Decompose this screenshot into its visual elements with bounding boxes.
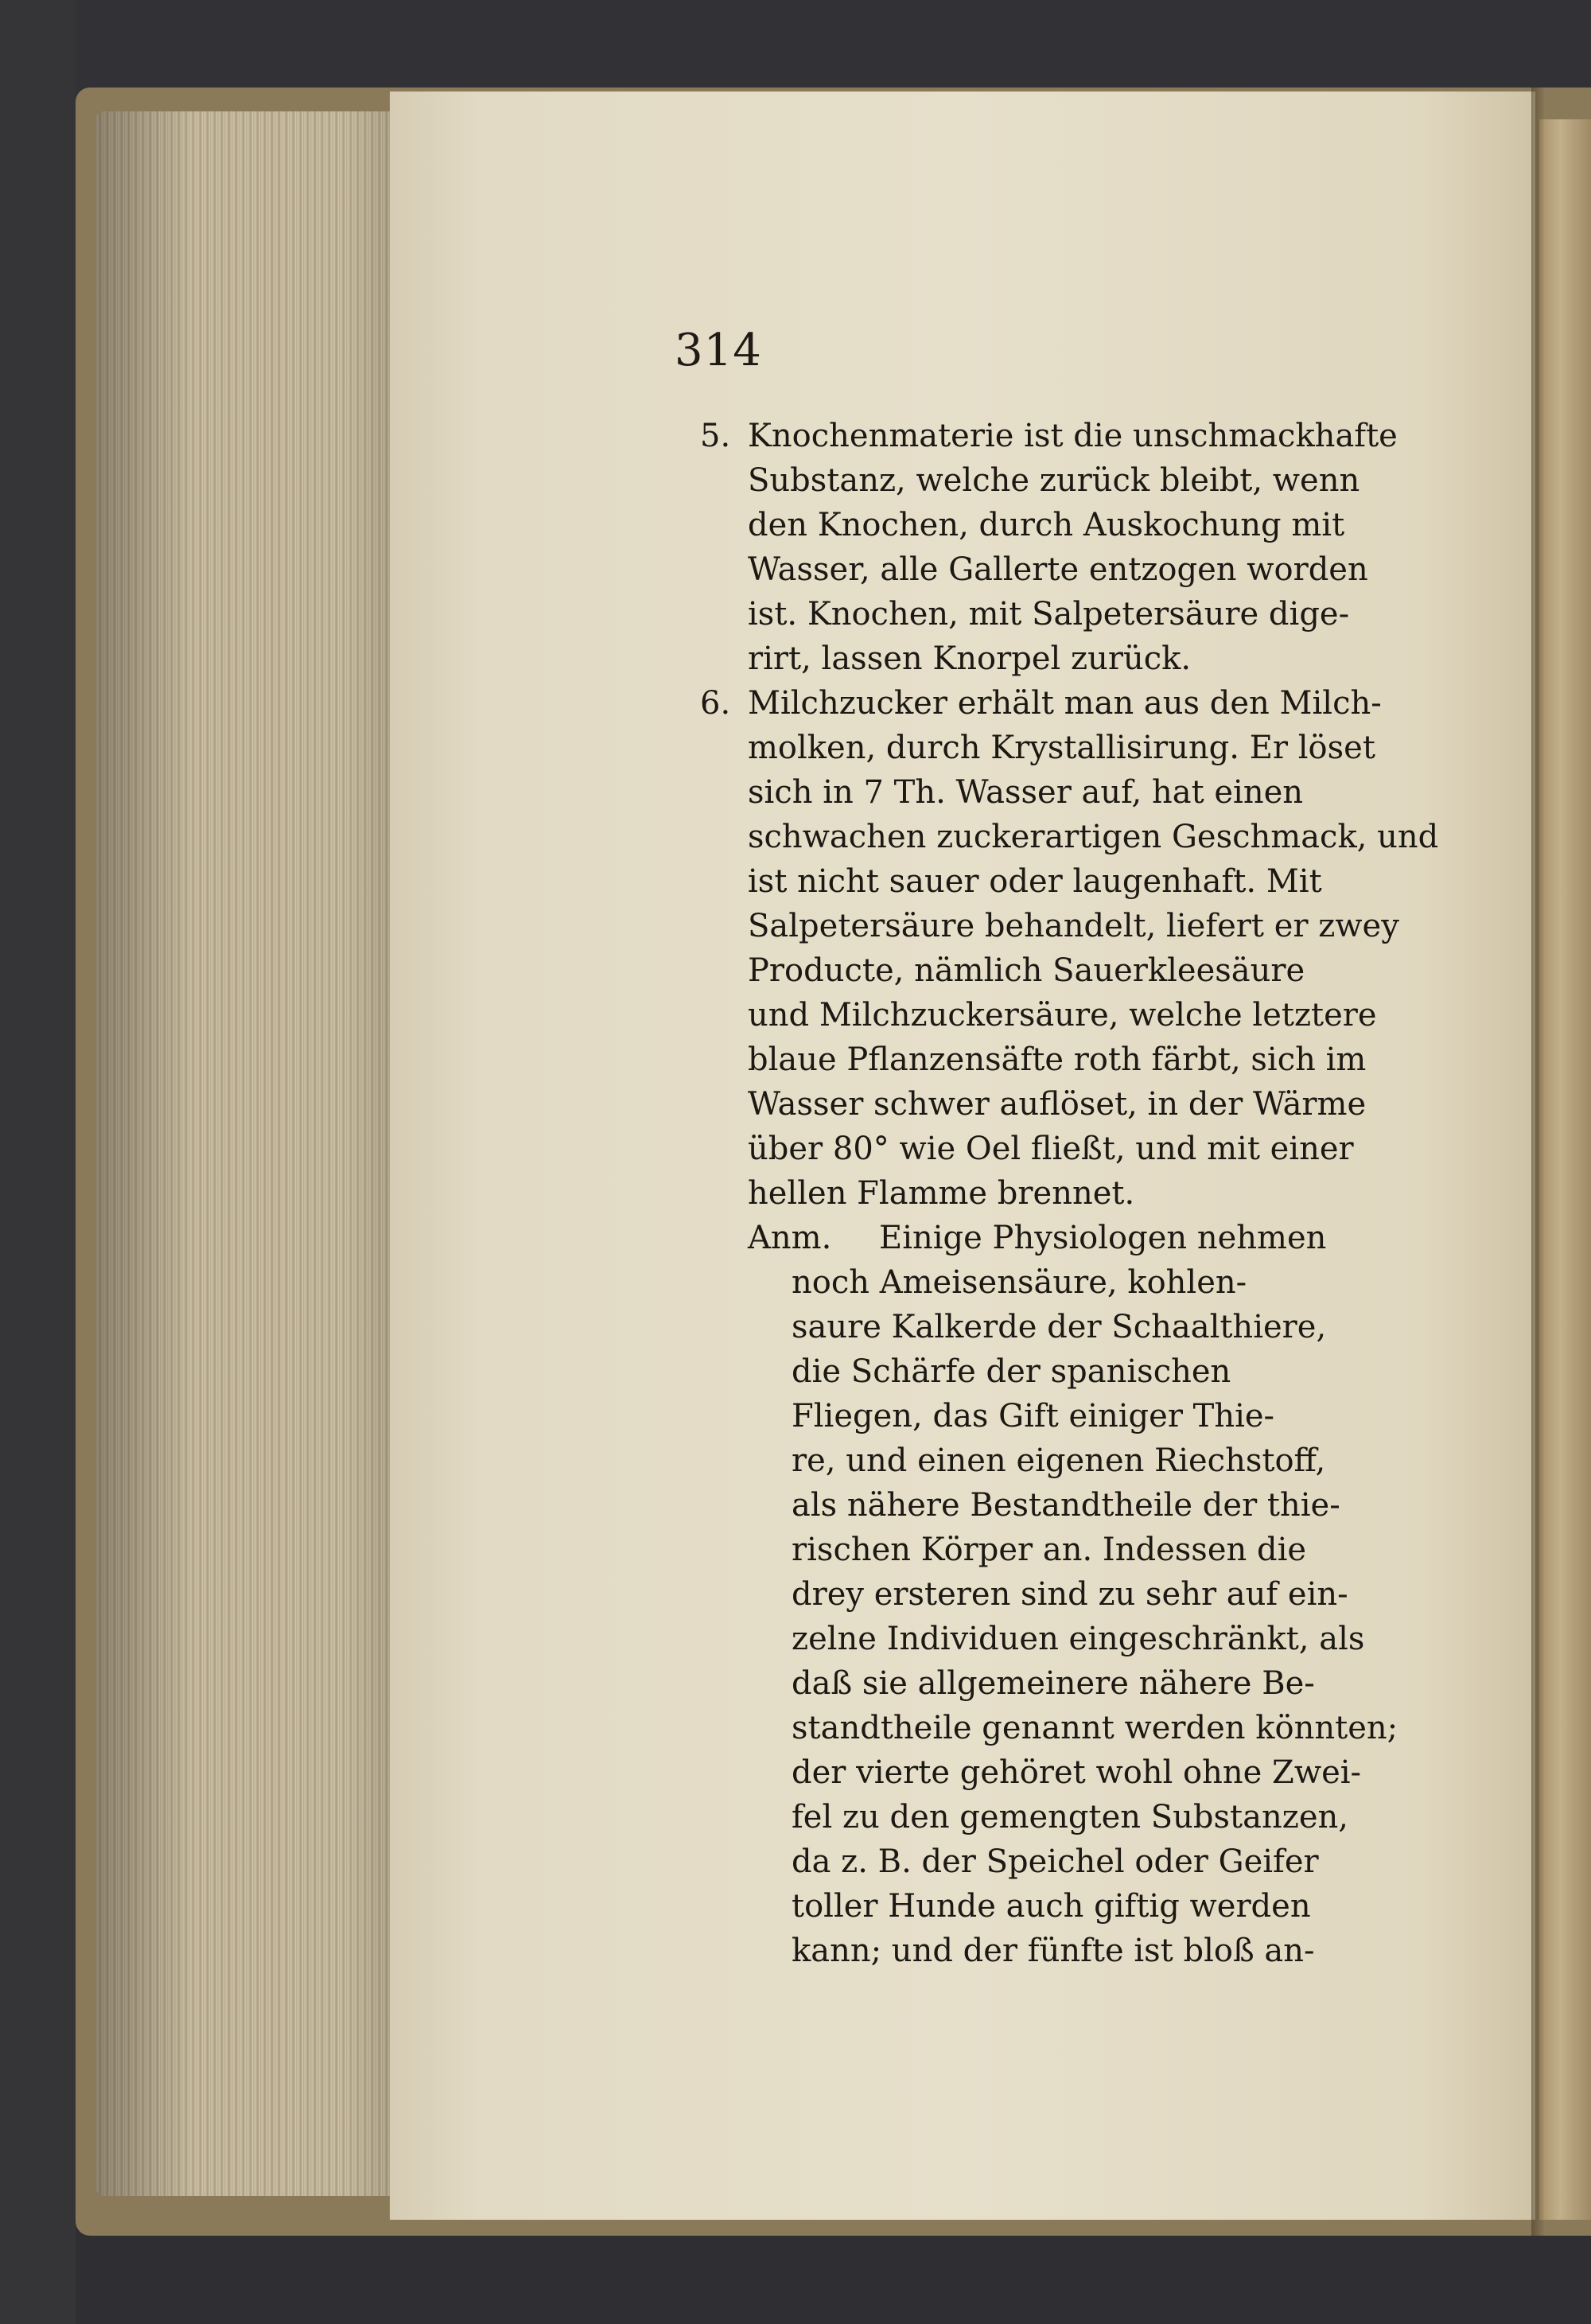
text-line: toller Hunde auch giftig werden — [792, 1888, 1311, 1925]
background-left — [0, 0, 76, 2324]
paragraph-number: 5. — [700, 418, 731, 454]
text-line: Substanz, welche zurück bleibt, wenn — [748, 462, 1360, 499]
text-line: Fliegen, das Gift einiger Thie- — [792, 1398, 1275, 1434]
text-line: Producte, nämlich Sauerkleesäure — [748, 952, 1305, 989]
annotation-label: Anm. — [748, 1220, 832, 1256]
text-line: rirt, lassen Knorpel zurück. — [748, 640, 1192, 677]
text-line: der vierte gehöret wohl ohne Zwei- — [792, 1754, 1362, 1791]
text-line: Knochenmaterie ist die unschmackhafte — [748, 418, 1398, 454]
page-body — [700, 414, 1496, 1973]
text-line: Wasser, alle Gallerte entzogen worden — [748, 551, 1368, 588]
text-line: schwachen zuckerartigen Geschmack, und — [748, 819, 1439, 855]
page-number: 314 — [675, 325, 762, 376]
text-line: als nähere Bestandtheile der thie- — [792, 1487, 1340, 1524]
text-line: drey ersteren sind zu sehr auf ein- — [792, 1576, 1348, 1613]
text-line: rischen Körper an. Indessen die — [792, 1532, 1307, 1568]
text-line: ist nicht sauer oder laugenhaft. Mit — [748, 863, 1322, 900]
text-line: den Knochen, durch Auskochung mit — [748, 507, 1345, 543]
text-line: sich in 7 Th. Wasser auf, hat einen — [748, 774, 1304, 811]
page-edges-shadow — [95, 111, 414, 2196]
paragraph-6 — [700, 681, 1496, 1216]
text-line: molken, durch Krystallisirung. Er löset — [748, 730, 1375, 766]
text-line: noch Ameisensäure, kohlen- — [792, 1264, 1247, 1301]
text-line: und Milchzuckersäure, welche letztere — [748, 997, 1377, 1034]
text-line: fel zu den gemengten Substanzen, — [792, 1799, 1348, 1835]
text-line: standtheile genannt werden könnten; — [792, 1710, 1398, 1746]
text-line: die Schärfe der spanischen — [792, 1353, 1231, 1390]
text-line: re, und einen eigenen Riechstoff, — [792, 1442, 1326, 1479]
text-line: kann; und der fünfte ist bloß an- — [792, 1933, 1315, 1969]
text-line: über 80° wie Oel fließt, und mit einer — [748, 1131, 1354, 1167]
text-line: daß sie allgemeinere nähere Be- — [792, 1665, 1315, 1702]
text-line: Salpetersäure behandelt, liefert er zwey — [748, 908, 1399, 944]
facing-page-edge — [1539, 119, 1591, 2220]
text-line: Wasser schwer auflöset, in der Wärme — [748, 1086, 1367, 1123]
text-line: blaue Pflanzensäfte roth färbt, sich im — [748, 1041, 1367, 1078]
text-line: zelne Individuen eingeschränkt, als — [792, 1621, 1365, 1657]
annotation — [700, 1216, 1496, 1973]
text-line: hellen Flamme brennet. — [748, 1175, 1135, 1212]
text-line: ist. Knochen, mit Salpetersäure dige- — [748, 596, 1350, 633]
paragraph-number: 6. — [700, 685, 731, 722]
text-line: saure Kalkerde der Schaalthiere, — [792, 1309, 1327, 1345]
paragraph-5 — [700, 414, 1496, 681]
text-line: da z. B. der Speichel oder Geifer — [792, 1843, 1319, 1880]
spine-shadow — [1531, 88, 1544, 2236]
text-line: Einige Physiologen nehmen — [879, 1220, 1327, 1256]
text-line: Milchzucker erhält man aus den Milch- — [748, 685, 1382, 722]
